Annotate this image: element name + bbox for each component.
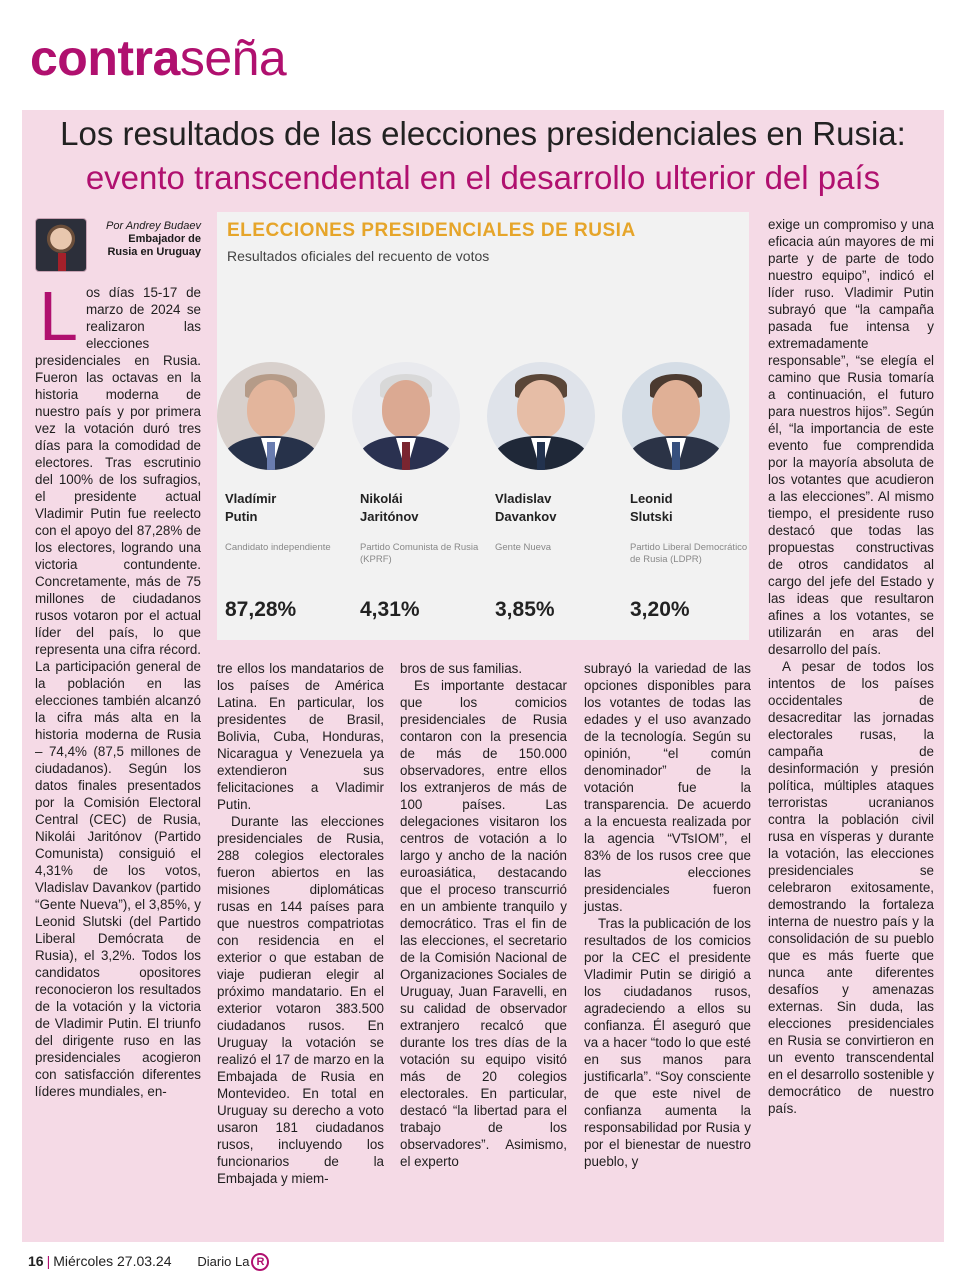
column-3-paragraph-0: bros de sus familias.: [400, 661, 523, 676]
column-3-paragraph-1: Es importante destacar que los comicios presidenciales de Rusia contaron con la presencia de más de 150.000 observadores, entre ellos los extranjeros de más de 100 países. Las delegaciones visitaron los centros de votación a lo largo y ancho de la nación euroasiática, destacando que el proceso transcurrió en un ambiente tranquilo y democrático. Tras el fin de las elecciones, el secretario de la Comisión Nacional de Organizaciones Sociales de Uruguay, Juan Faravelli, en su calidad de observador extranjero recalcó que durante los tres días de la votación su equipo visitó más de 20 colegios electorales. En particular, destacó “la libertad para el trabajo de los observadores”. Asimismo, el experto: [400, 678, 567, 1169]
column-1-text: os días 15-17 de marzo de 2024 se realizaron las elecciones presidenciales en Rusia. Fueron las octavas en la historia moderna de nuestro país y por primera vez la votación duró tres días para la comodidad de electores. Tras escrutinio del 100% de los sufragios, el presidente actual Vladimir Putin fue reelecto con el apoyo del 87,28% de los electores, logrando una victoria contundente. Concretamente, más de 75 millones de ciudadanos rusos votaron por el actual líder del país, lo que representa una cifra récord. La participación general de la población en las elecciones también alcanzó la cifra más alta en la historia moderna de Rusia – 74,4% (87,5 millones de ciudadanos). Según los datos finales presentados por la Comisión Electoral Central (CEC) de Rusia, Nikolái Jaritónov (Partido Comunista) consiguió el 4,31% de los votos, Vladislav Davankov (partido “Gente Nueva”), el 3,85%, y Leonid Slutski (del Partido Liberal Demócrata de Rusia), el 3,2%. Todos los candidatos opositores reconocieron los resultados de la votación y la victoria de Vladimir Putin. El triunfo del dirigente ruso en las presidenciales acogieron con satisfacción diferentes líderes mundiales, en-: [35, 285, 201, 1099]
candidate-portrait: [487, 362, 595, 470]
text-column-1: [35, 277, 201, 1228]
brand-name: Diario La: [197, 1254, 250, 1269]
masthead-bold: contra: [30, 30, 180, 86]
footer-separator: |: [46, 1253, 51, 1269]
column-1-paragraph: [35, 277, 201, 1100]
candidate-party: Gente Nueva: [495, 542, 551, 553]
author-byline: [35, 218, 201, 274]
candidate-name: Vladímir Putin: [225, 491, 277, 524]
column-4-paragraph-1: Tras la publicación de los resultados de los comicios por la CEC el presidente Vladimir Putin se dirigió a los ciudadanos rusos, agradeciendo a ellos su confianza. Él aseguró que va a hacer “todo lo que esté en sus manos para justificarla”. “Soy consciente de que este nivel de confianza aumenta la responsabilidad por Rusia y por el bienestar de nuestro pueblo, y: [584, 916, 751, 1169]
text-column-5: [768, 216, 934, 1226]
author-role-1: Embajador de: [128, 233, 201, 245]
headline-line-2: evento transcendental en el desarrollo ulterior del país: [85, 159, 881, 196]
candidate-portrait: [352, 362, 460, 470]
text-column-2: [217, 660, 384, 1226]
column-2-paragraph-1: tre ellos los mandatarios de los países de América Latina. En particular, los presidentes de Brasil, Bolivia, Cuba, Honduras, Nicaragua y Venezuela ya extendieron sus felicitaciones a Vladimir Putin.: [217, 661, 384, 812]
issue-date: Miércoles 27.03.24: [53, 1253, 172, 1269]
card-subtitle: Resultados oficiales del recuento de votos: [227, 248, 490, 264]
column-5-paragraph-0: exige un compromiso y una eficacia aún mayores de mi parte y de parte de todo nuestro equipo”, indicó el líder ruso. Vladimir Putin subrayó que “la campaña pasada fue intensa y extremadamente responsable”, “se elegía el camino que Rusia tomaría a continuación, el futuro para nuestros hijos”. Según él, “la importancia de este evento fue comprendida por la mayoría absoluta de los votantes que acudieron a las elecciones”. Al mismo tiempo, el presidente ruso destacó que todas las propuestas constructivas de otros candidatos al cargo del jefe del Estado y las ideas que resultaron afines a los votantes, se utilizarán en aras del desarrollo del país.: [768, 217, 934, 657]
card-title: ELECCIONES PRESIDENCIALES DE RUSIA: [227, 220, 636, 241]
candidate-portrait: [217, 362, 325, 470]
candidate-percentage: 87,28%: [225, 598, 297, 621]
author-meta: [91, 220, 201, 259]
author-avatar: [35, 218, 87, 272]
candidate-name: Vladislav Davankov: [495, 491, 557, 524]
column-5-paragraph-1: A pesar de todos los intentos de los países occidentales de desacreditar las jornadas electorales rusas, la campaña de desinformación y presión política, múltiples ataques terroristas ucranianos contra la población civil rusa en vísperas y durante la votación, las elecciones presidenciales se celebraron exitosamente, demostrando la fortaleza interna de nuestro país y la consolidación de su pueblo que es más fuerte que nunca ante diferentes desafíos y amenazas externas. Sin duda, las elecciones presidenciales en Rusia se convirtieron en un evento transcendental en el desarrollo sostenible y democrático de nuestro país.: [768, 659, 934, 1116]
candidate-name: Nikolái Jaritónov: [360, 491, 419, 524]
brand-logo-icon: R: [251, 1253, 269, 1271]
column-2-paragraph-2: Durante las elecciones presidenciales de Rusia, 288 colegios electorales fueron abiertos en las misiones diplomáticas rusas en 144 países para que nuestros compatriotas con residencia en el exterior o que estaban de viaje pudieran elegir al próximo mandatario. En el exterior votaron 383.500 ciudadanos rusos. En Uruguay la votación se realizó el 17 de marzo en la Embajada de Rusia en Montevideo. En total en Uruguay su derecho a voto usaron 181 ciudadanos rusos, incluyendo los funcionarios de la Embajada y miem-: [217, 814, 384, 1186]
section-masthead: [30, 28, 286, 88]
candidate-percentage: 3,85%: [495, 598, 555, 621]
candidate-name: Leonid Slutski: [630, 491, 673, 524]
candidate-party: Partido Comunista de Rusia (KPRF): [360, 542, 479, 565]
column-4-paragraph-0: subrayó la variedad de las opciones disponibles para los votantes de todas las edades y el uso avanzado de la tecnología. Según su opinión, “el común denominador” de la votación fue la transparencia. De acuerdo a la encuesta realizada por la agencia “VTsIOM”, el 83% de los rusos cree que las elecciones presidenciales fueron justas.: [584, 661, 751, 914]
candidate-party: Candidato independiente: [225, 542, 331, 553]
text-column-4: [584, 660, 751, 1226]
candidate-party: Partido Liberal Democrático de Rusia (LDPR): [630, 542, 748, 565]
headline-line-1: Los resultados de las elecciones presidenciales en Rusia:: [60, 115, 906, 152]
page-footer: [28, 1250, 269, 1272]
article-headline: [22, 112, 944, 200]
drop-cap: L: [39, 277, 78, 355]
page-number: 16: [28, 1253, 44, 1269]
candidate-percentage: 3,20%: [630, 598, 690, 621]
candidate-portrait: [622, 362, 730, 470]
masthead-light: seña: [179, 30, 287, 86]
candidate-percentage: 4,31%: [360, 598, 420, 621]
election-results-card: [217, 212, 749, 640]
author-role-2: Rusia en Uruguay: [107, 246, 201, 258]
author-name: Por Andrey Budaev: [106, 220, 201, 232]
text-column-3: [400, 660, 567, 1226]
